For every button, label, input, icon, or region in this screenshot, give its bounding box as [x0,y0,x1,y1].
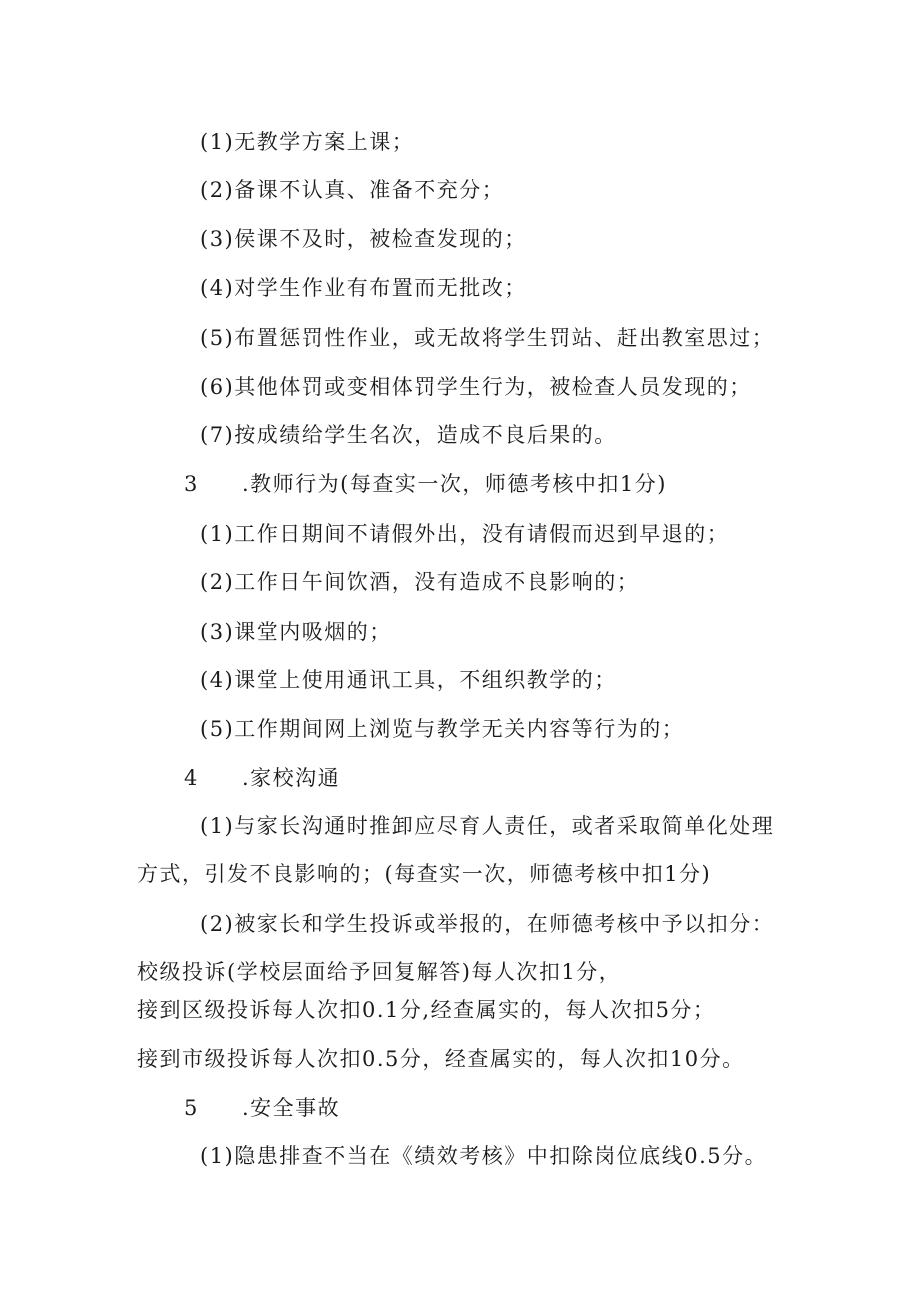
list-item: (1)工作日期间不请假外出，没有请假而迟到早退的； [200,522,730,546]
paragraph-line: 接到市级投诉每人次扣0.5分，经查属实的，每人次扣10分。 [137,1047,745,1071]
list-item: (2)备课不认真、准备不充分； [200,178,505,202]
section-number: 4 [184,766,199,790]
paragraph-line: (1)与家长沟通时推卸应尽育人责任，或者采取简单化处理 [200,814,775,838]
list-item: (6)其他体罚或变相体罚学生行为，被检查人员发现的； [200,375,752,399]
section-number: 5 [184,1096,199,1120]
section-heading [184,1094,340,1122]
section-title: .家校沟通 [242,766,341,790]
paragraph-line: (1)隐患排查不当在《绩效考核》中扣除岗位底线0.5分。 [200,1144,768,1168]
list-item: (4)对学生作业有布置而无批改； [200,276,527,300]
section-heading [184,764,340,792]
list-item: (1)无教学方案上课； [200,130,415,154]
paragraph-line: 接到区级投诉每人次扣0.1分,经查属实的，每人次扣5分； [137,998,716,1022]
list-item: (7)按成绩给学生名次，造成不良后果的。 [200,423,617,447]
list-item: (5)工作期间网上浏览与教学无关内容等行为的； [200,717,685,741]
list-item: (2)工作日午间饮酒，没有造成不良影响的； [200,570,640,594]
list-item: (3)课堂内吸烟的； [200,620,392,644]
list-item: (3)侯课不及时，被检查发现的； [200,227,527,251]
list-item: (4)课堂上使用通讯工具，不组织教学的； [200,668,617,692]
list-item: (5)布置惩罚性作业，或无故将学生罚站、赶出教室思过； [200,326,775,350]
paragraph-line: 校级投诉(学校层面给予回复解答)每人次扣1分， [137,960,622,984]
paragraph-line: 方式，引发不良影响的；(每查实一次，师德考核中扣1分) [137,862,712,886]
section-heading [184,470,667,498]
paragraph-line: (2)被家长和学生投诉或举报的，在师德考核中予以扣分： [200,912,775,936]
section-title: .安全事故 [242,1096,341,1120]
section-title: .教师行为(每查实一次，师德考核中扣1分) [242,472,667,496]
section-number: 3 [184,472,199,496]
